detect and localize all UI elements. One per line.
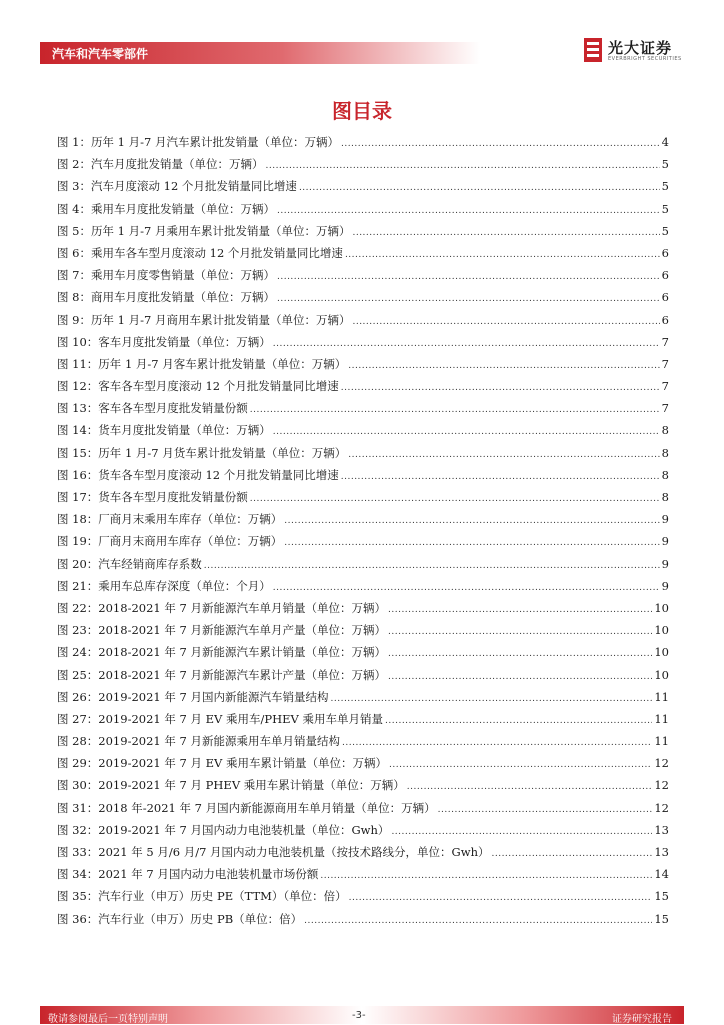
toc-entry[interactable] (57, 220, 669, 242)
toc-entry[interactable] (57, 286, 669, 308)
toc-entry-number: 图 33： (57, 845, 99, 859)
toc-entry-label: 厂商月末商用车库存（单位：万辆） (98, 534, 283, 549)
brand-name: 光大证券 (608, 39, 673, 57)
toc-entry-number: 图 16： (57, 467, 99, 482)
toc-entry-page: 8 (661, 445, 669, 460)
toc-entry[interactable] (57, 530, 669, 552)
toc-entry-page: 6 (661, 268, 669, 283)
toc-entry-leader (204, 555, 660, 577)
toc-entry-leader (348, 355, 659, 377)
toc-entry-label: 客车各车型月度批发销量份额 (98, 401, 248, 416)
toc-entry-leader (284, 532, 659, 554)
toc-entry-number: 图 2： (57, 157, 91, 172)
toc-entry-label: 2019-2021 年 7 月国内新能源汽车销量结构 (98, 689, 329, 704)
toc-entry[interactable] (57, 797, 669, 819)
toc-entry-number: 图 3： (57, 179, 91, 194)
toc-entry-label: 2021 年 7 月国内动力电池装机量市场份额 (98, 867, 319, 882)
toc-entry-label: 乘用车月度零售销量（单位：万辆） (90, 268, 275, 283)
toc-entry[interactable] (57, 752, 669, 774)
toc-entry-label: 商用车月度批发销量（单位：万辆） (90, 290, 275, 305)
toc-entry-label: 2018-2021 年 7 月新能源汽车累计产量（单位：万辆） (98, 667, 386, 682)
toc-entry-leader (389, 754, 652, 776)
toc-entry-page: 10 (654, 623, 669, 638)
toc-entry-number: 图 13： (57, 401, 99, 416)
toc-entry-page: 12 (654, 756, 669, 771)
toc-entry-number: 图 36： (57, 911, 99, 926)
toc-entry-label: 货车各车型月度批发销量份额 (98, 490, 248, 504)
toc-entry-label: 货车各车型月度滚动 12 个月批发销量同比增速 (98, 467, 339, 482)
toc-entry-leader (385, 710, 652, 732)
toc-entry-page: 5 (661, 157, 669, 172)
toc-entry-label: 乘用车月度批发销量（单位：万辆） (90, 201, 275, 216)
toc-entry-label: 2019-2021 年 7 月国内动力电池装机量（单位：Gwh） (98, 822, 390, 837)
toc-entry-number: 图 9： (57, 312, 91, 327)
toc-entry-number: 图 34： (57, 867, 99, 882)
toc-entry-page: 12 (654, 800, 669, 815)
toc-entry[interactable] (57, 597, 669, 619)
toc-entry-leader (273, 577, 660, 599)
toc-entry[interactable] (57, 819, 669, 841)
toc-entry-label: 历年 1 月-7 月商用车累计批发销量（单位：万辆） (90, 312, 351, 327)
toc-entry-leader (273, 333, 660, 355)
toc-entry[interactable] (57, 664, 669, 686)
toc-entry-label: 汽车经销商库存系数 (98, 556, 202, 571)
toc-entry-page: 7 (661, 401, 669, 416)
toc-entry-page: 5 (661, 179, 669, 194)
toc-entry-label: 汽车月度滚动 12 个月批发销量同比增速 (90, 179, 297, 194)
toc-entry-label: 2021 年 5 月/6 月/7 月国内动力电池装机量（按技术路线分，单位：Gwh） (98, 845, 490, 859)
footer-report-type: 证券研究报告 (612, 1014, 672, 1025)
toc-entry-page: 7 (661, 334, 669, 349)
toc-entry-page: 8 (661, 423, 669, 438)
toc-entry-leader (345, 244, 660, 266)
toc-entry-number: 图 12： (57, 379, 99, 394)
toc-entry-number: 图 14： (57, 423, 99, 438)
toc-entry-number: 图 31： (57, 800, 99, 815)
toc-entry-leader (388, 621, 652, 643)
toc-entry-label: 厂商月末乘用车库存（单位：万辆） (98, 512, 283, 527)
toc-entry-leader (438, 799, 653, 821)
toc-entry[interactable] (57, 442, 669, 464)
toc-entry-leader (342, 732, 652, 754)
page-title: 图目录 (332, 99, 392, 123)
toc-entry-number: 图 26： (57, 689, 99, 704)
toc-entry-leader (341, 133, 660, 155)
toc-entry-page: 15 (654, 889, 669, 904)
toc-entry-number: 图 27： (57, 711, 99, 726)
toc-entry[interactable] (57, 353, 669, 375)
header-band (40, 42, 480, 64)
toc-entry-number: 图 8： (57, 290, 91, 305)
toc-entry-number: 图 32： (57, 822, 99, 837)
toc-entry-page: 4 (661, 135, 669, 149)
toc-entry-page: 5 (661, 201, 669, 216)
toc-entry-label: 2018-2021 年 7 月新能源汽车累计销量（单位：万辆） (98, 645, 386, 660)
toc-entry-leader (331, 688, 653, 710)
toc-entry-leader (265, 155, 659, 177)
toc-entry-leader (352, 222, 659, 244)
toc-entry[interactable] (57, 641, 669, 663)
toc-entry-page: 10 (654, 600, 669, 615)
toc-entry-number: 图 11： (57, 356, 99, 371)
toc-entry-page: 8 (661, 490, 669, 504)
toc-entry[interactable] (57, 264, 669, 286)
toc-entry[interactable] (57, 309, 669, 331)
toc-entry-number: 图 7： (57, 268, 91, 283)
toc-entry-leader (348, 444, 659, 466)
toc-entry[interactable] (57, 619, 669, 641)
toc-entry-label: 2018 年-2021 年 7 月国内新能源商用车单月销量（单位：万辆） (98, 800, 436, 815)
toc-entry-leader (388, 599, 652, 621)
toc-entry[interactable] (57, 885, 669, 907)
toc-entry-leader (284, 510, 659, 532)
toc-entry[interactable] (57, 153, 669, 175)
toc-entry-label: 客车各车型月度滚动 12 个月批发销量同比增速 (98, 379, 339, 394)
toc-entry-leader (349, 887, 653, 909)
toc-entry-page: 6 (661, 290, 669, 305)
toc-entry-page: 10 (654, 667, 669, 682)
toc-entry[interactable] (57, 730, 669, 752)
toc-entry-page: 9 (661, 578, 669, 593)
toc-entry-label: 历年 1 月-7 月货车累计批发销量（单位：万辆） (98, 445, 347, 460)
toc-entry-label: 汽车行业（申万）历史 PB（单位：倍） (98, 911, 303, 926)
toc-entry-number: 图 15： (57, 445, 99, 460)
toc-entry[interactable] (57, 198, 669, 220)
toc-entry-page: 14 (654, 867, 669, 882)
toc-entry-number: 图 21： (57, 578, 99, 593)
toc-entry[interactable] (57, 553, 669, 575)
toc-entry-number: 图 1： (57, 135, 91, 149)
toc-entry-label: 2019-2021 年 7 月 EV 乘用车累计销量（单位：万辆） (98, 756, 388, 771)
toc-entry-page: 5 (661, 223, 669, 238)
toc-entry-label: 汽车月度批发销量（单位：万辆） (90, 157, 264, 172)
toc-entry[interactable] (57, 508, 669, 530)
toc-entry-number: 图 4： (57, 201, 91, 216)
toc-entry-number: 图 18： (57, 512, 99, 527)
toc-entry-leader (352, 311, 659, 333)
toc-entry-leader (250, 488, 660, 510)
toc-entry-number: 图 10： (57, 334, 99, 349)
toc-entry[interactable] (57, 131, 669, 153)
toc-entry-leader (341, 377, 660, 399)
toc-entry-label: 汽车行业（申万）历史 PE（TTM）（单位：倍） (98, 889, 347, 904)
brand-logo (584, 36, 694, 66)
toc-entry-number: 图 5： (57, 223, 91, 238)
toc-entry-number: 图 17： (57, 490, 99, 504)
toc-entry-page: 9 (661, 534, 669, 549)
toc-entry-number: 图 29： (57, 756, 99, 771)
toc-entry-number: 图 20： (57, 556, 99, 571)
toc-entry[interactable] (57, 242, 669, 264)
toc-entry-page: 11 (654, 734, 669, 749)
toc-entry[interactable] (57, 397, 669, 419)
toc-entry-page: 10 (654, 645, 669, 660)
toc-entry-leader (299, 177, 660, 199)
toc-entry-leader (277, 288, 660, 310)
toc-entry-page: 11 (654, 689, 669, 704)
toc-entry-leader (388, 643, 652, 665)
toc-entry-label: 历年 1 月-7 月乘用车累计批发销量（单位：万辆） (90, 223, 351, 238)
toc-entry-leader (407, 776, 653, 798)
toc-entry-leader (277, 200, 660, 222)
toc-entry-page: 7 (661, 356, 669, 371)
toc-entry-leader (391, 821, 652, 843)
toc-entry[interactable] (57, 464, 669, 486)
toc-entry-leader (491, 843, 652, 865)
toc-entry-label: 乘用车总库存深度（单位：个月） (98, 578, 271, 593)
toc-entry-page: 6 (661, 245, 669, 260)
toc-entry[interactable] (57, 908, 669, 930)
toc-entry[interactable] (57, 331, 669, 353)
toc-entry-number: 图 35： (57, 889, 99, 904)
toc-entry[interactable] (57, 841, 669, 863)
toc-entry-label: 历年 1 月-7 月汽车累计批发销量（单位：万辆） (90, 135, 339, 149)
brand-name-en: EVERBRIGHT SECURITIES (608, 56, 682, 62)
toc-entry-leader (388, 666, 652, 688)
toc-entry-number: 图 6： (57, 245, 91, 260)
toc-entry-number: 图 24： (57, 645, 99, 660)
toc-entry-number: 图 19： (57, 534, 99, 549)
toc-entry-number: 图 28： (57, 734, 99, 749)
toc-entry-label: 2019-2021 年 7 月新能源乘用车单月销量结构 (98, 734, 340, 749)
toc-entry-label: 乘用车各车型月度滚动 12 个月批发销量同比增速 (90, 245, 343, 260)
toc-entry-page: 8 (661, 467, 669, 482)
toc-entry-label: 货车月度批发销量（单位：万辆） (98, 423, 271, 438)
footer-disclaimer: 敬请参阅最后一页特别声明 (48, 1014, 168, 1025)
toc-entry-page: 9 (661, 512, 669, 527)
toc-entry-leader (341, 466, 660, 488)
toc-entry[interactable] (57, 419, 669, 441)
toc-entry-page: 15 (654, 911, 669, 926)
toc-entry-number: 图 23： (57, 623, 99, 638)
toc-entry[interactable] (57, 486, 669, 508)
toc-entry-number: 图 25： (57, 667, 99, 682)
toc-entry-leader (320, 865, 652, 887)
toc-entry-page: 13 (654, 845, 669, 859)
section-title: 汽车和汽车零部件 (52, 47, 149, 61)
toc-entry-page: 7 (661, 379, 669, 394)
toc-entry[interactable] (57, 774, 669, 796)
toc-entry-page: 9 (661, 556, 669, 571)
toc-entry-leader (273, 421, 660, 443)
toc-entry-page: 13 (654, 822, 669, 837)
toc-entry-leader (250, 399, 660, 421)
toc-entry-page: 6 (661, 312, 669, 327)
figure-list (57, 131, 669, 930)
toc-entry-label: 历年 1 月-7 月客车累计批发销量（单位：万辆） (98, 356, 347, 371)
toc-entry[interactable] (57, 863, 669, 885)
toc-entry-leader (277, 266, 660, 288)
toc-entry[interactable] (57, 575, 669, 597)
page-number: -3- (352, 1010, 366, 1021)
toc-entry-label: 2019-2021 年 7 月 PHEV 乘用车累计销量（单位：万辆） (98, 778, 405, 793)
toc-entry-leader (304, 910, 652, 932)
toc-entry-number: 图 22： (57, 600, 99, 615)
logo-mark-icon (584, 38, 602, 62)
toc-entry-label: 2019-2021 年 7 月 EV 乘用车/PHEV 乘用车单月销量 (98, 711, 384, 726)
toc-entry[interactable] (57, 175, 669, 197)
toc-entry[interactable] (57, 708, 669, 730)
toc-entry-label: 2018-2021 年 7 月新能源汽车单月产量（单位：万辆） (98, 623, 386, 638)
toc-entry[interactable] (57, 375, 669, 397)
toc-entry-page: 12 (654, 778, 669, 793)
toc-entry-page: 11 (654, 711, 669, 726)
toc-entry-number: 图 30： (57, 778, 99, 793)
toc-entry-label: 2018-2021 年 7 月新能源汽车单月销量（单位：万辆） (98, 600, 386, 615)
toc-entry-label: 客车月度批发销量（单位：万辆） (98, 334, 271, 349)
toc-entry[interactable] (57, 686, 669, 708)
